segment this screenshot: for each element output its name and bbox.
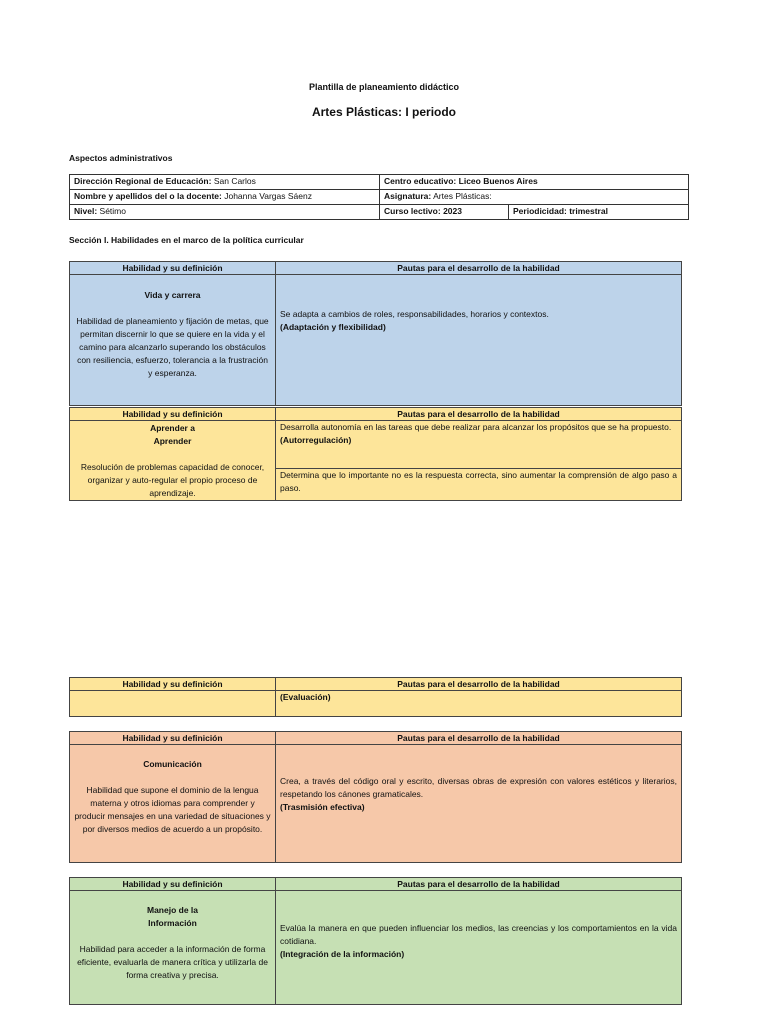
col-header-habilidad: Habilidad y su definición	[70, 732, 276, 745]
col-header-habilidad: Habilidad y su definición	[70, 262, 276, 275]
skill-pauta: Desarrolla autonomía en las tareas que debe realizar para alcanzar los propósitos que se ha propuesto.	[280, 422, 672, 432]
curso-cell: Curso lectivo: 2023	[380, 205, 509, 220]
col-header-habilidad: Habilidad y su definición	[70, 878, 276, 891]
skill-pauta-tag: (Adaptación y flexibilidad)	[280, 322, 386, 332]
skill-table-vida-carrera	[69, 261, 682, 406]
skill-pauta: Crea, a través del código oral y escrito, diversas obras de expresión con valores estéticos y literarios, respetando los cánones gramaticales.	[280, 776, 677, 799]
skill-table-aprender	[69, 407, 682, 501]
asignatura-cell: Asignatura: Artes Plásticas:	[380, 190, 689, 205]
skill-title: Manejo de la	[146, 905, 198, 915]
nivel-cell: Nivel: Sétimo	[70, 205, 380, 220]
col-header-habilidad: Habilidad y su definición	[70, 408, 276, 421]
skill-definition-cell	[70, 691, 276, 717]
document-subtitle: Artes Plásticas: I periodo	[311, 105, 457, 119]
skill-title: Aprender a	[150, 423, 195, 433]
document-title: Plantilla de planeamiento didáctico	[308, 82, 460, 92]
col-header-pautas: Pautas para el desarrollo de la habilidad	[276, 408, 682, 421]
skill-table-informacion	[69, 877, 682, 1005]
skill-pauta-tag: (Evaluación)	[280, 692, 331, 702]
col-header-pautas: Pautas para el desarrollo de la habilidad	[276, 678, 682, 691]
skill-title-2: Aprender	[153, 436, 192, 446]
skill-definition: Habilidad de planeamiento y fijación de metas, que permitan discernir lo que se quiere en la vida y el camino para alcanzarlo superando los obstáculos con resiliencia, esfuerzo, tolerancia a la frustración y esperanza.	[76, 316, 269, 378]
skill-pauta-tag: (Autorregulación)	[280, 435, 352, 445]
skill-definition: Habilidad para acceder a la información de forma eficiente, evaluarla de manera crítica y utilizarla de forma creativa y precisa.	[77, 944, 268, 980]
skill-definition-cell	[70, 421, 276, 501]
skill-definition: Resolución de problemas capacidad de conocer, organizar y auto-regular el propio proceso de aprendizaje.	[80, 462, 265, 498]
skill-pauta-cell	[276, 745, 682, 863]
direccion-cell: Dirección Regional de Educación: San Carlos	[70, 175, 380, 190]
admin-heading: Aspectos administrativos	[69, 153, 173, 163]
centro-cell: Centro educativo: Liceo Buenos Aires	[380, 175, 689, 190]
skill-title: Vida y carrera	[144, 290, 201, 300]
skill-title-2: Información	[148, 918, 197, 928]
skill-title: Comunicación	[143, 759, 202, 769]
skill-pauta: Se adapta a cambios de roles, responsabilidades, horarios y contextos.	[280, 309, 549, 319]
periodicidad-cell: Periodicidad: trimestral	[509, 205, 689, 220]
skill-pauta: Evalúa la manera en que pueden influenciar los medios, las creencias y los comportamientos en la vida cotidiana.	[280, 923, 677, 946]
skill-pauta-cell	[276, 421, 682, 469]
skill-pauta-tag: (Integración de la información)	[280, 949, 405, 959]
skill-pauta-cell-2	[276, 469, 682, 501]
skill-definition-cell	[70, 275, 276, 406]
skill-pauta-cell	[276, 891, 682, 1005]
skill-table-comunicacion	[69, 731, 682, 863]
admin-table	[69, 174, 689, 220]
skill-pauta-2: Determina que lo importante no es la respuesta correcta, sino aumentar la comprensión de algo paso a paso.	[280, 470, 677, 494]
col-header-pautas: Pautas para el desarrollo de la habilidad	[276, 878, 682, 891]
docente-cell: Nombre y apellidos del o la docente: Johanna Vargas Sáenz	[70, 190, 380, 205]
skill-pauta-cell	[276, 691, 682, 717]
skill-definition-cell	[70, 745, 276, 863]
skill-definition-cell	[70, 891, 276, 1005]
skill-definition: Habilidad que supone el dominio de la lengua materna y otros idiomas para comprender y producir mensajes en una variedad de situaciones y por diversos medios de acuerdo a un propósito.	[74, 785, 271, 834]
skill-table-evaluacion	[69, 677, 682, 717]
col-header-habilidad: Habilidad y su definición	[70, 678, 276, 691]
col-header-pautas: Pautas para el desarrollo de la habilidad	[276, 732, 682, 745]
skill-pauta-tag: (Trasmisión efectiva)	[280, 802, 365, 812]
col-header-pautas: Pautas para el desarrollo de la habilidad	[276, 262, 682, 275]
section-heading: Sección I. Habilidades en el marco de la política curricular	[69, 235, 304, 245]
skill-pauta-cell	[276, 275, 682, 406]
